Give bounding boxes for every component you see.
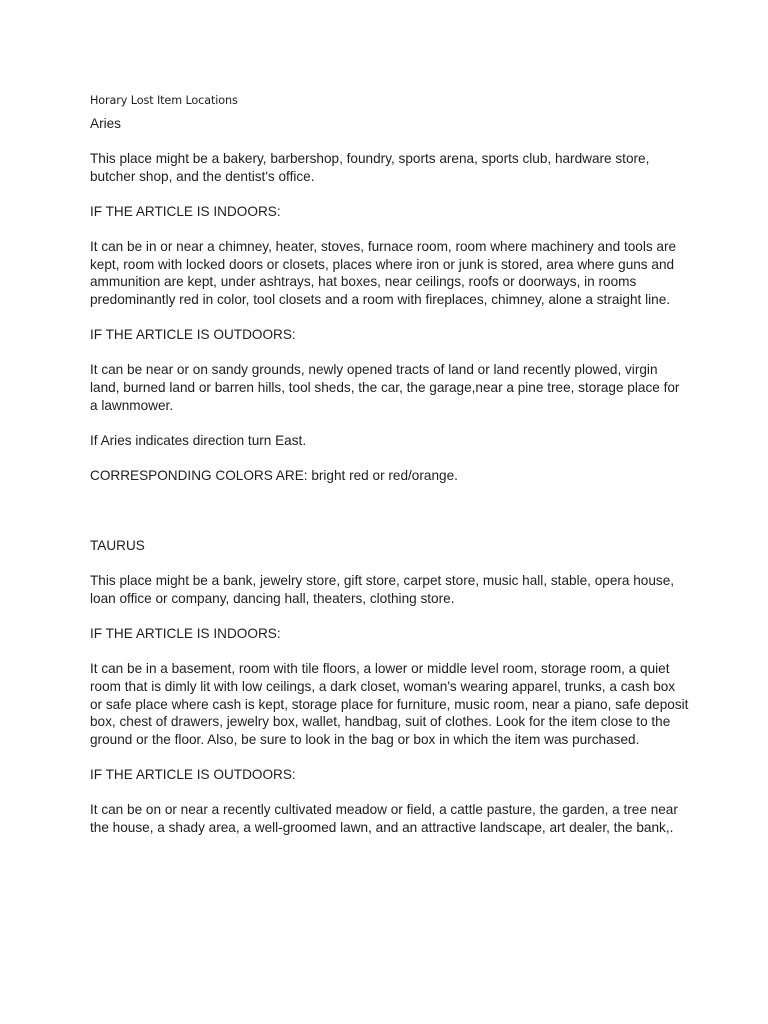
taurus-places-paragraph: This place might be a bank, jewelry store, gift store, carpet store, music hall, stable, opera house, loan office or company, dancing hall, theaters, clothing store. (90, 573, 675, 607)
aries-outdoors-paragraph: It can be near or on sandy grounds, newly opened tracts of land or land recently plowed, virgin land, burned land or barren hills, tool sheds, the car, the garage,near a pine tree, storage place for a lawnmower. (90, 362, 680, 413)
taurus-indoors-heading: IF THE ARTICLE IS INDOORS: (90, 626, 281, 642)
taurus-indoors-paragraph: It can be in a basement, room with tile floors, a lower or middle level room, storage room, a quiet room that is dimly lit with low ceilings, a dark closet, woman's wearing apparel, trunks, a cash box or safe place where cash is kept, storage place for furniture, music room, near a piano, safe deposit box, chest of drawers, jewelry box, wallet, handbag, suit of clothes. Look for the item close to the ground or the floor. Also, be sure to look in the bag or box in which the item was purchased. (90, 661, 689, 747)
taurus-outdoors-heading: IF THE ARTICLE IS OUTDOORS: (90, 766, 296, 782)
aries-places-paragraph: This place might be a bakery, barbershop, foundry, sports arena, sports club, hardware store, butcher shop, and the dentist's office. (90, 151, 650, 184)
aries-heading: Aries (90, 116, 121, 131)
aries-outdoors-heading: IF THE ARTICLE IS OUTDOORS: (90, 327, 296, 343)
aries-colors-paragraph: CORRESPONDING COLORS ARE: bright red or red/orange. (90, 467, 458, 483)
section-spacer (90, 484, 690, 537)
aries-indoors-paragraph: It can be in or near a chimney, heater, stoves, furnace room, room where machinery and tools are kept, room with locked doors or closets, places where iron or junk is stored, area where guns and ammunition are kept, under ashtrays, hat boxes, near ceilings, roofs or doorways, in rooms predominantly red in color, tool closets and a room with fireplaces, chimney, alone a straight line. (90, 239, 677, 307)
aries-direction-paragraph: If Aries indicates direction turn East. (90, 432, 307, 448)
document-body (90, 93, 690, 836)
taurus-outdoors-paragraph: It can be on or near a recently cultivated meadow or field, a cattle pasture, the garden, a tree near the house, a shady area, a well-groomed lawn, and an attractive landscape, art dealer, the bank,. (90, 802, 678, 835)
aries-indoors-heading: IF THE ARTICLE IS INDOORS: (90, 203, 281, 219)
document-title: Horary Lost Item Locations (90, 94, 238, 107)
taurus-heading: TAURUS (90, 538, 145, 554)
